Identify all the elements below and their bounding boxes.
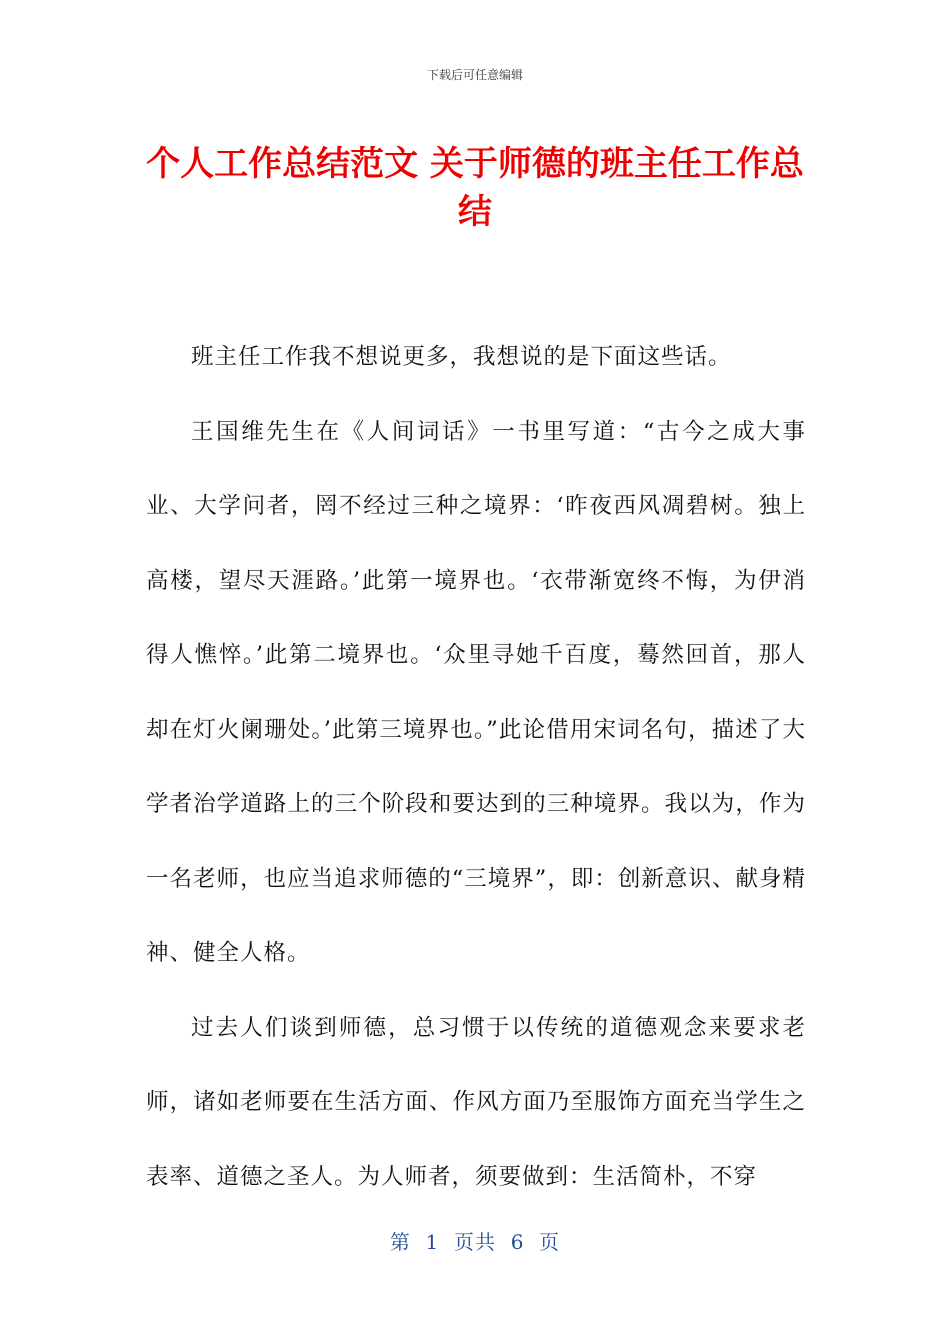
body-paragraph: 王国维先生在《人间词话》一书里写道：“古今之成大事业、大学问者，罔不经过三种之境界：‘昨夜西风凋碧树。独上高楼，望尽天涯路。’此第一境界也。‘衣带渐宽终不悔，为伊消得人憔悴。’此第二境界也。‘众里寻她千百度，蓦然回首，那人却在灯火阑珊处。’此第三境界也。”此论借用宋词名句，描述了大学者治学道路上的三个阶段和要达到的三种境界。我以为，作为一名老师，也应当追求师德的“三境界”，即：创新意识、献身精神、健全人格。 xyxy=(146,418,806,966)
page-number-footer: 第 1 页共 6 页 xyxy=(389,1230,561,1254)
body-paragraph: 过去人们谈到师德，总习惯于以传统的道德观念来要求老师，诸如老师要在生活方面、作风方面乃至服饰方面充当学生之表率、道德之圣人。为人师者，须要做到：生活简朴，不穿 xyxy=(146,1014,806,1190)
document-title: 个人工作总结范文 关于师德的班主任工作总结 xyxy=(146,144,804,232)
document-body xyxy=(146,320,806,1214)
page-header-note: 下载后可任意编辑 xyxy=(426,68,523,82)
body-paragraph: 班主任工作我不想说更多，我想说的是下面这些话。 xyxy=(191,344,732,370)
